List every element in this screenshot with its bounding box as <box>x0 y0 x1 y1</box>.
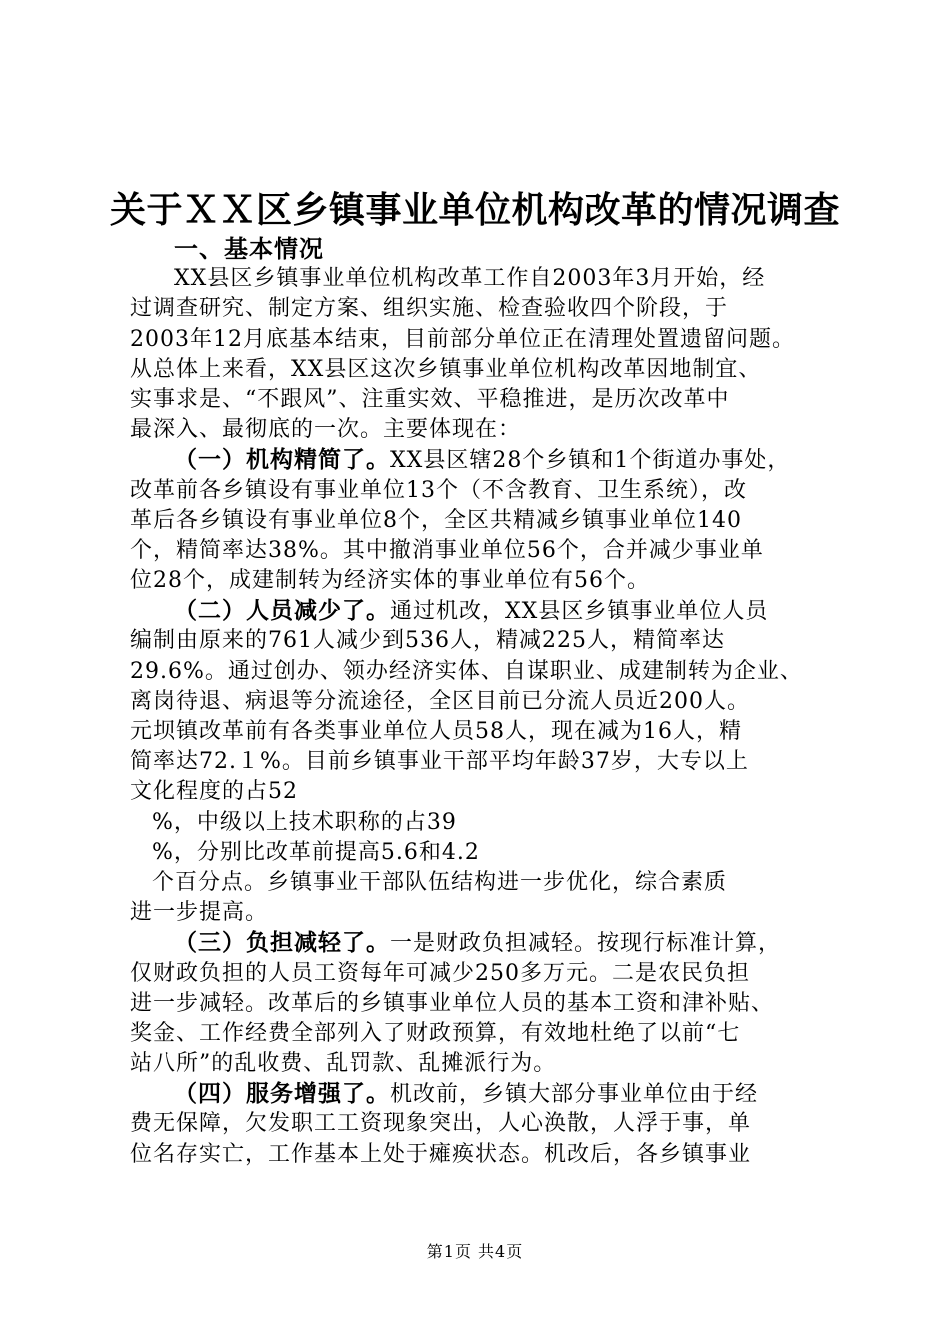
paragraph-line <box>130 928 835 958</box>
paragraph-line: 个百分点。乡镇事业干部队伍结构进一步优化，综合素质 <box>152 869 728 895</box>
paragraph-2 <box>130 445 835 596</box>
paragraph-1 <box>130 264 835 445</box>
paragraph-line: 位名存实亡，工作基本上处于瘫痪状态。机改后，各乡镇事业 <box>130 1141 752 1167</box>
paragraph-4 <box>130 928 835 1079</box>
paragraph-line: 实事求是、“不跟风”、注重实效、平稳推进，是历次改革中 <box>130 386 730 412</box>
paragraph-lead: （二）人员减少了。 <box>174 597 390 625</box>
document-title: 关于ＸＸ区乡镇事业单位机构改革的情况调查 <box>109 189 840 231</box>
paragraph-line: 2003年12月底基本结束，目前部分单位正在清理处置遗留问题。 <box>130 326 795 352</box>
paragraph-line: 仅财政负担的人员工资每年可减少250多万元。二是农民负担 <box>130 960 750 986</box>
paragraph-line: 过调查研究、制定方案、组织实施、检查验收四个阶段，于 <box>130 296 729 322</box>
paragraph-line: 位28个，成建制转为经济实体的事业单位有56个。 <box>130 568 650 594</box>
paragraph-line: 离岗待退、病退等分流途径，全区目前已分流人员近200人。 <box>130 688 750 714</box>
paragraph-5 <box>130 1079 835 1170</box>
paragraph-line: 个，精简率达38%。其中撤消事业单位56个，合并减少事业单 <box>130 537 764 563</box>
paragraph-text: 机改前，乡镇大部分事业单位由于经 <box>390 1082 759 1108</box>
paragraph-line: 站八所”的乱收费、乱罚款、乱摊派行为。 <box>130 1051 557 1077</box>
paragraph-line: 最深入、最彻底的一次。主要体现在： <box>130 417 522 443</box>
paragraph-line: 文化程度的占52 <box>130 779 298 805</box>
paragraph-line: 改革前各乡镇设有事业单位13个（不含教育、卫生系统），改 <box>130 477 747 503</box>
paragraph-line: 革后各乡镇设有事业单位8个，全区共精减乡镇事业单位140 <box>130 507 742 533</box>
paragraph-line: %，分别比改革前提高5.6和4.2 <box>152 839 480 865</box>
paragraph-line: %，中级以上技术职称的占39 <box>152 809 457 835</box>
paragraph-line: 进一步提高。 <box>130 900 269 926</box>
paragraph-line: 费无保障，欠发职工工资现象突出，人心涣散，人浮于事，单 <box>130 1111 752 1137</box>
paragraph-text: XX县区辖28个乡镇和1个街道办事处， <box>390 448 791 474</box>
paragraph-line: 元坝镇改革前有各类事业单位人员58人，现在减为16人，精 <box>130 719 742 744</box>
paragraph-line: 简率达72.１%。目前乡镇事业干部平均年龄37岁，大专以上 <box>130 749 749 775</box>
paragraph-text: 一是财政负担减轻。按现行标准计算， <box>390 931 782 957</box>
paragraph-line: 从总体上来看，XX县区这次乡镇事业单位机构改革因地制宜、 <box>130 356 762 382</box>
paragraph-line <box>130 1079 835 1109</box>
paragraph-line <box>130 596 835 626</box>
section-heading: 一、基本情况 <box>174 234 324 263</box>
paragraph-line: 29.6%。通过创办、领办经济实体、自谋职业、成建制转为企业、 <box>130 658 803 684</box>
paragraph-3 <box>130 596 835 928</box>
document-body <box>130 234 835 1170</box>
paragraph-text: 通过机改，XX县区乡镇事业单位人员 <box>390 599 769 625</box>
paragraph-line: 奖金、工作经费全部列入了财政预算，有效地杜绝了以前“七 <box>130 1020 741 1046</box>
paragraph-line: 编制由原来的761人减少到536人，精减225人，精简率达 <box>130 628 725 654</box>
paragraph-lead: （一）机构精简了。 <box>174 446 390 474</box>
paragraph-line <box>130 445 835 475</box>
paragraph-line: XX县区乡镇事业单位机构改革工作自2003年3月开始，经 <box>174 266 766 292</box>
paragraph-lead: （四）服务增强了。 <box>174 1080 390 1108</box>
page-footer: 第1页 共4页 <box>426 1242 524 1261</box>
paragraph-lead: （三）负担减轻了。 <box>174 929 390 957</box>
paragraph-line: 进一步减轻。改革后的乡镇事业单位人员的基本工资和津补贴、 <box>130 990 775 1016</box>
